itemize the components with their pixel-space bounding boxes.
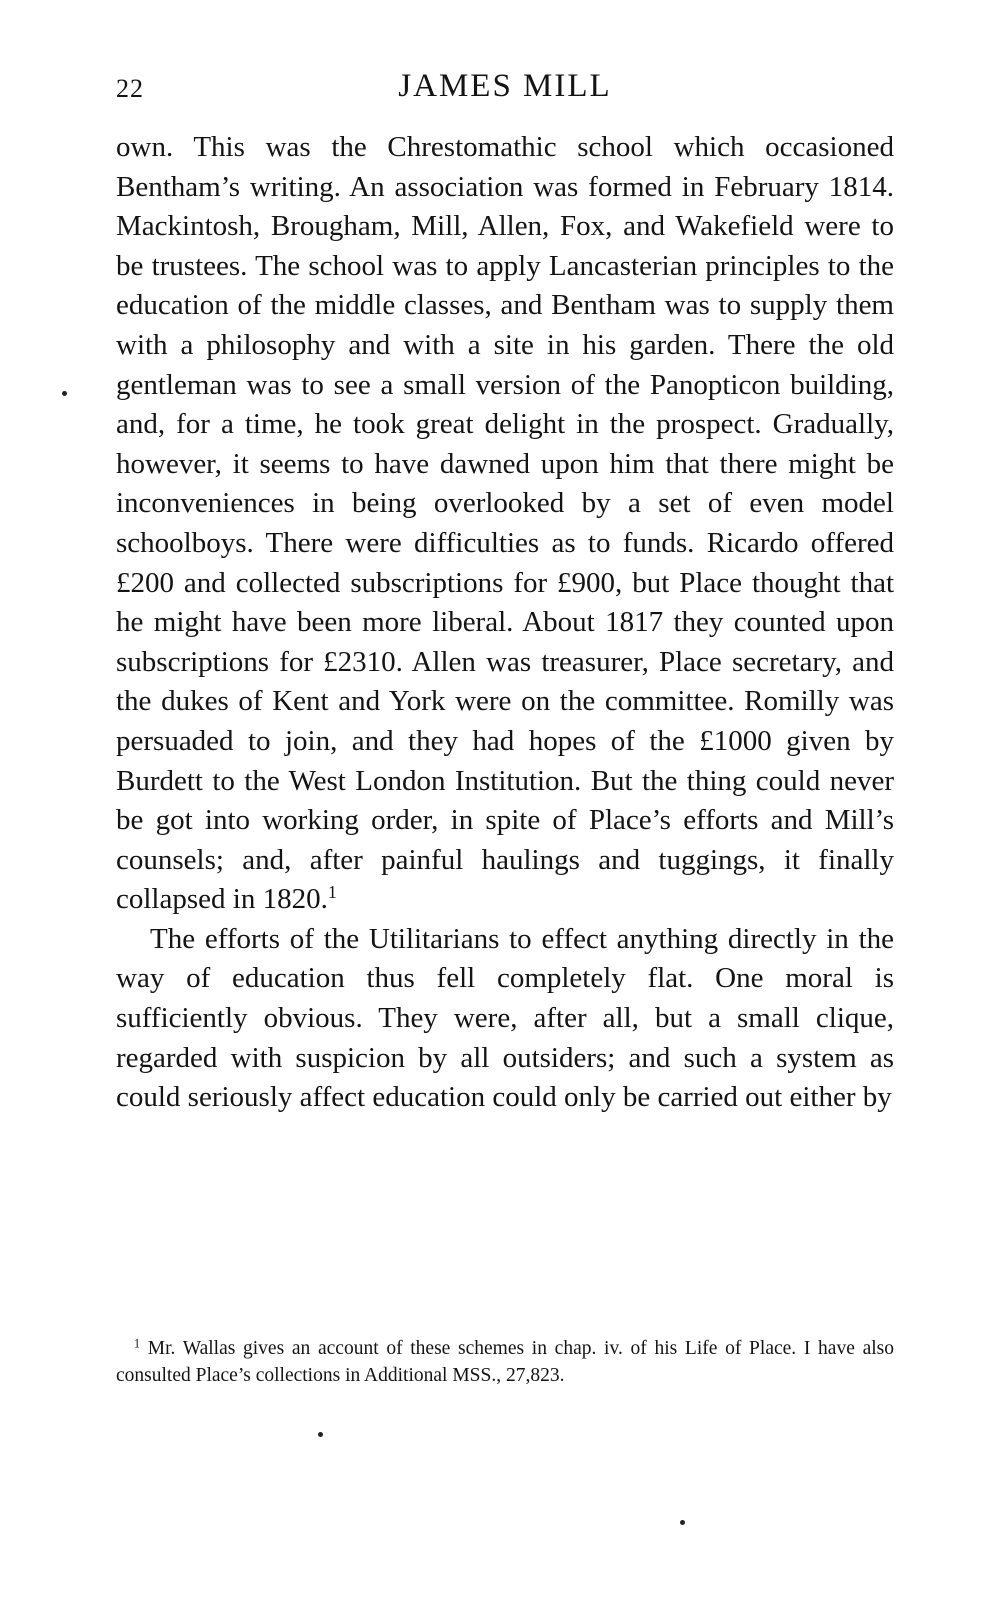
paragraph-1-text: own. This was the Chrestomathic school which occasioned Bentham’s writing. An association was formed in February 1814. Mackintosh, Brougham, Mill, Allen, Fox, and Wakefield were to be trustees. The school was to apply Lancasterian principles to the education of the middle classes, and Bentham was to supply them with a philosophy and with a site in his garden. There the old gentleman was to see a small version of the Panopticon building, and, for a time, he took great delight in the prospect. Gradually, however, it seems to have dawned upon him that there might be inconveniences in being overlooked by a set of even model schoolboys. There were difficulties as to funds. Ricardo offered £200 and collected subscriptions for £900, but Place thought that he might have been more liberal. About 1817 they counted upon subscriptions for £2310. Allen was treasurer, Place secretary, and the dukes of Kent and York were on the committee. Romilly was persuaded to join, and they had hopes of the £1000 given by Burdett to the West London Institution. But the thing could never be got into working order, in spite of Place’s efforts and Mill’s counsels; and, after painful haulings and tuggings, it finally collapsed in 1820. bbox=[116, 131, 894, 916]
footnote-reference: 1 bbox=[327, 882, 337, 903]
footnote-marker: 1 bbox=[134, 1336, 141, 1351]
footnotes bbox=[116, 1335, 894, 1389]
running-head bbox=[116, 68, 894, 118]
running-title: JAMES MILL bbox=[398, 68, 612, 104]
footnote-1 bbox=[116, 1335, 894, 1389]
paragraph-1 bbox=[116, 128, 894, 920]
ink-speck-mark bbox=[318, 1432, 323, 1437]
footnote-1-text: Mr. Wallas gives an account of these schemes in chap. iv. of his Life of Place. I have also consulted Place’s collections in Additional MSS., 27,823. bbox=[116, 1338, 894, 1386]
ink-speck-mark bbox=[680, 1520, 685, 1525]
body-text bbox=[116, 128, 894, 1118]
margin-speck-mark bbox=[62, 391, 67, 396]
paragraph-2-text: The efforts of the Utilitarians to effect anything directly in the way of education thus fell completely flat. One moral is sufficiently obvious. They were, after all, but a small clique, regarded with suspicion by all outsiders; and such a system as could seriously affect education could only be carried out either by bbox=[116, 922, 894, 1114]
page-number: 22 bbox=[116, 74, 144, 103]
paragraph-2 bbox=[116, 920, 894, 1118]
